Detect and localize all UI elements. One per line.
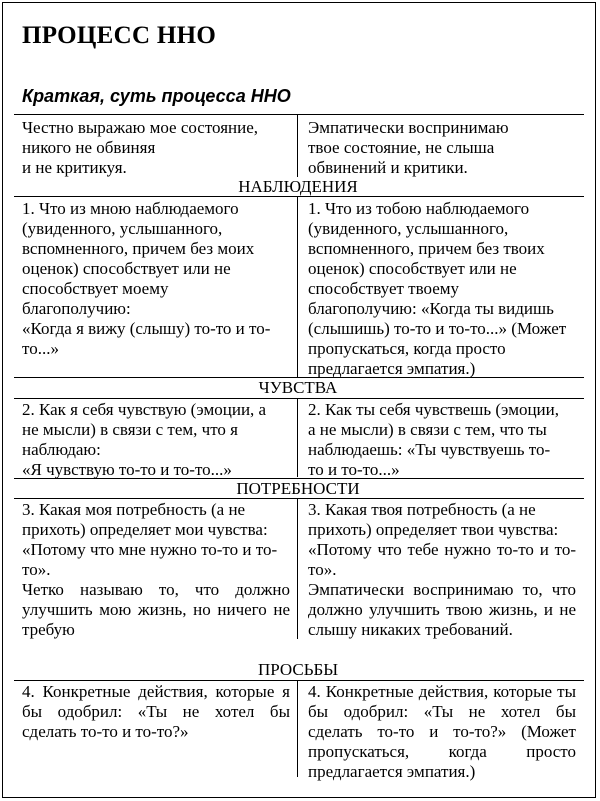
section-heading-requests: ПРОСЬБЫ (257, 660, 339, 679)
requests-right: 4. Конкретные действия, которые ты бы одобрил: «Ты не хотел бы сделать то-то и то-то?» (Может пропускаться, когда просто предлагается эмпатия.) (308, 682, 576, 781)
intro-left: Честно выражаю мое состояние, никого не обвиняя и не критикуя. (22, 118, 259, 177)
observations-right: 1. Что из тобою наблюдаемого (увиденного, услышанного, вспомненного, причем без твоих оценок) способствует или не способствует твоему благополучию: «Когда ты видишь (слышишь) то-то и то-то...» (Может пропускаться, когда просто предлагается эмпатия.) (308, 199, 567, 378)
needs-right-question: 3. Какая твоя потребность (а не прихоть) определяет твои чувства: (308, 500, 559, 539)
column-divider (297, 197, 298, 377)
column-divider (297, 115, 298, 177)
needs-left-quote: «Потому что мне нужно то-то и то- то». (22, 540, 278, 579)
needs-right-note: Эмпатически воспринимаю то, что должно улучшить твою жизнь, и не слышу никаких требований. (308, 580, 576, 639)
feelings-left: 2. Как я себя чувствую (эмоции, а не мысли) в связи с тем, что я наблюдаю: «Я чувствую то-то и то-то...» (22, 400, 267, 479)
requests-left: 4. Конкретные действия, которые я бы одобрил: «Ты не хотел бы сделать то-то и то-то?» (22, 682, 290, 741)
divider (14, 114, 584, 115)
column-divider (297, 399, 298, 477)
needs-right-quote: «Потому что тебе нужно то-то и то-то». (308, 540, 576, 579)
page-title: ПРОЦЕСС ННО (22, 22, 217, 49)
section-heading-observations: НАБЛЮДЕНИЯ (238, 177, 358, 196)
observations-left: 1. Что из мною наблюдаемого (увиденного, услышанного, вспомненного, причем без моих оценок) способствует или не способствует моему благополучию: «Когда я вижу (слышу) то-то и то- то...» (22, 199, 271, 358)
divider (14, 398, 584, 399)
column-divider (297, 499, 298, 639)
needs-left-question: 3. Какая моя потребность (а не прихоть) определяет мои чувства: (22, 500, 268, 539)
divider (14, 680, 584, 681)
column-divider (297, 681, 298, 777)
subtitle: Краткая, суть процесса ННО (22, 86, 291, 106)
feelings-right: 2. Как ты себя чувствешь (эмоции, а не мысли) в связи с тем, что ты наблюдаешь: «Ты чувствуешь то- то и то-то...» (308, 400, 559, 479)
needs-left-note: Четко называю то, что должно улучшить мою жизнь, но ничего не требую (22, 580, 290, 639)
section-heading-feelings: ЧУВСТВА (258, 378, 338, 397)
section-heading-needs: ПОТРЕБНОСТИ (236, 479, 360, 498)
intro-right: Эмпатически воспринимаю твое состояние, не слыша обвинений и критики. (308, 118, 509, 177)
